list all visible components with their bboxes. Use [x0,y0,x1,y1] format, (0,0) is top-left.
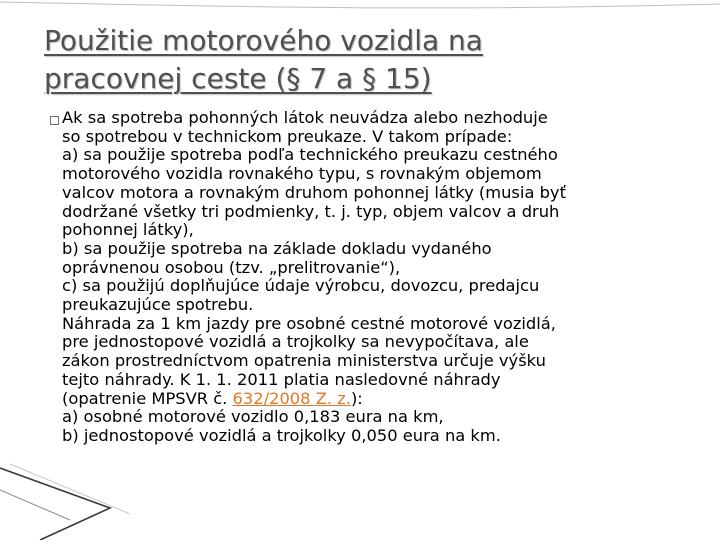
slide-title-line-1: Použitie motorového vozidla na [44,24,483,57]
body-line-decree [62,390,702,409]
body-line: so spotrebou v technickom preukaze. V takom prípade: [62,126,513,146]
body-line: Ak sa spotreba pohonných látok neuvádza alebo nezhoduje [62,108,548,127]
body-line: tejto náhrady. K 1. 1. 2011 platia nasledovné náhrady [62,369,501,389]
slide-title [44,22,664,98]
body-line: pohonnej látky), [62,220,194,240]
body-line: a) sa použije spotreba podľa technického preukazu cestného [62,145,558,165]
decree-text-before: (opatrenie MPSVR č. [62,388,233,408]
square-bullet-icon [50,116,59,125]
body-line: zákon prostredníctvom opatrenia ministerstva určuje výšku [62,351,546,371]
slide-body-text [62,109,702,446]
body-line: preukazujúce spotrebu. [62,295,254,315]
body-line: oprávnenou osobou (tzv. „prelitrovanie“), [62,257,401,277]
body-line: b) jednostopové vozidlá a trojkolky 0,050 eura na km. [62,425,501,445]
body-line: dodržané všetky tri podmienky, t. j. typ, objem valcov a druh [62,201,560,221]
bottom-decoration-lines [0,460,720,540]
body-line: b) sa použije spotreba na základe dokladu vydaného [62,238,492,258]
body-line: motorového vozidla rovnakého typu, s rovnakým objemom [62,164,542,184]
decree-text-after: ): [350,388,363,408]
body-line: pre jednostopové vozidlá a trojkolky sa nevypočítava, ale [62,332,529,352]
slide-title-line-2: pracovnej ceste (§ 7 a § 15) [44,62,432,95]
body-line: c) sa použijú doplňujúce údaje výrobcu, dovozcu, predajcu [62,276,540,296]
body-line: valcov motora a rovnakým druhom pohonnej látky (musia byť [62,182,566,202]
body-line: a) osobné motorové vozidlo 0,183 eura na km, [62,407,444,427]
body-line: Náhrada za 1 km jazdy pre osobné cestné motorové vozidlá, [62,313,556,333]
decree-link[interactable]: 632/2008 Z. z. [232,388,351,408]
